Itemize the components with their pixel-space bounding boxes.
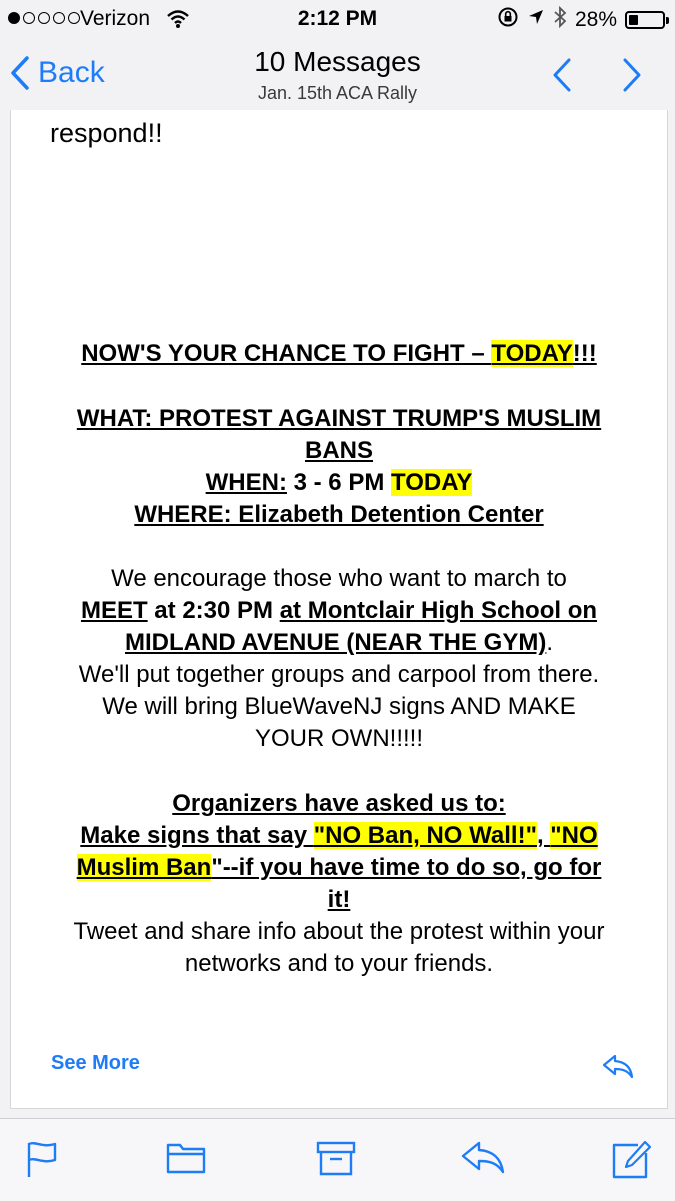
midland-end: . [546,629,553,656]
what-line-2: BANS [304,437,373,464]
meet-time: at 2:30 PM [147,597,280,624]
signs-line-2 [11,852,667,884]
signs-line [11,820,667,852]
when-label: WHEN: [205,469,287,496]
organizers-heading: Organizers have asked us to: [172,790,506,817]
flag-icon [24,1139,60,1179]
message-text: networks and to your friends. [184,950,494,977]
highlight-no-ban: "NO Ban, NO Wall!" [313,822,537,849]
message-count-title: 10 Messages [254,46,421,77]
folder-icon [166,1139,206,1175]
archive-button[interactable] [316,1139,356,1182]
signs-sep: , [536,822,551,849]
battery-icon [625,11,665,29]
back-button-label: Back [38,56,105,89]
battery-percent: 28% [574,8,617,31]
next-message-button[interactable] [622,58,642,97]
compose-icon [610,1139,652,1181]
status-bar [0,0,675,38]
message-text: Tweet and share info about the protest within your [73,918,605,945]
location-arrow-icon [527,8,545,32]
navigation-bar [0,38,675,110]
heading-exclaim: !!! [572,340,597,367]
what-line: WHAT: PROTEST AGAINST TRUMP'S MUSLIM [76,405,602,432]
reply-button[interactable] [460,1139,506,1180]
meet-line [11,595,667,627]
signs-text: "--if you have time to do so, go for [211,854,602,881]
reply-icon [460,1139,506,1175]
highlight-today: TODAY [390,469,473,496]
move-to-folder-button[interactable] [166,1139,206,1180]
message-text: We will bring BlueWaveNJ signs AND MAKE [102,693,576,720]
chevron-left-icon [552,58,572,92]
chevron-right-icon [622,58,642,92]
heading-text: NOW'S YOUR CHANCE TO FIGHT – [81,340,492,367]
when-time: 3 - 6 PM [286,469,391,496]
where-line: WHERE: Elizabeth Detention Center [134,501,544,528]
message-text: YOUR OWN!!!!! [255,725,423,752]
highlight-no-muslim-ban: "NO [550,822,598,849]
meet-label: MEET [80,597,148,624]
message-text: We encourage those who want to march to [111,565,567,592]
bottom-toolbar [0,1118,675,1201]
reply-button[interactable] [601,1052,635,1085]
message-text: respond!! [50,118,163,148]
compose-button[interactable] [610,1139,652,1186]
previous-message-button[interactable] [552,58,572,97]
see-more-link[interactable]: See More [51,1052,140,1074]
archive-icon [316,1139,356,1177]
flag-button[interactable] [24,1139,60,1184]
highlight-today: TODAY [491,340,573,367]
message-heading [11,338,667,370]
highlight-muslim-ban: Muslim Ban [76,854,212,881]
clock: 2:12 PM [297,7,378,30]
carrier-name: Verizon [80,7,151,30]
battery-level-fill [629,15,638,25]
message-text: We'll put together groups and carpool from there. [78,661,600,688]
message-body [10,110,668,1109]
reply-icon [601,1052,635,1080]
meet-location: at Montclair High School on [279,597,598,624]
when-line [11,467,667,499]
midland-line [11,627,667,659]
midland-avenue: MIDLAND AVENUE (NEAR THE GYM) [125,629,547,656]
signs-line-3: it! [327,886,351,913]
rotation-lock-icon [497,6,519,34]
thread-subject: Jan. 15th ACA Rally [257,83,418,103]
bluetooth-icon [553,6,567,34]
signs-text: Make signs that say [80,822,314,849]
